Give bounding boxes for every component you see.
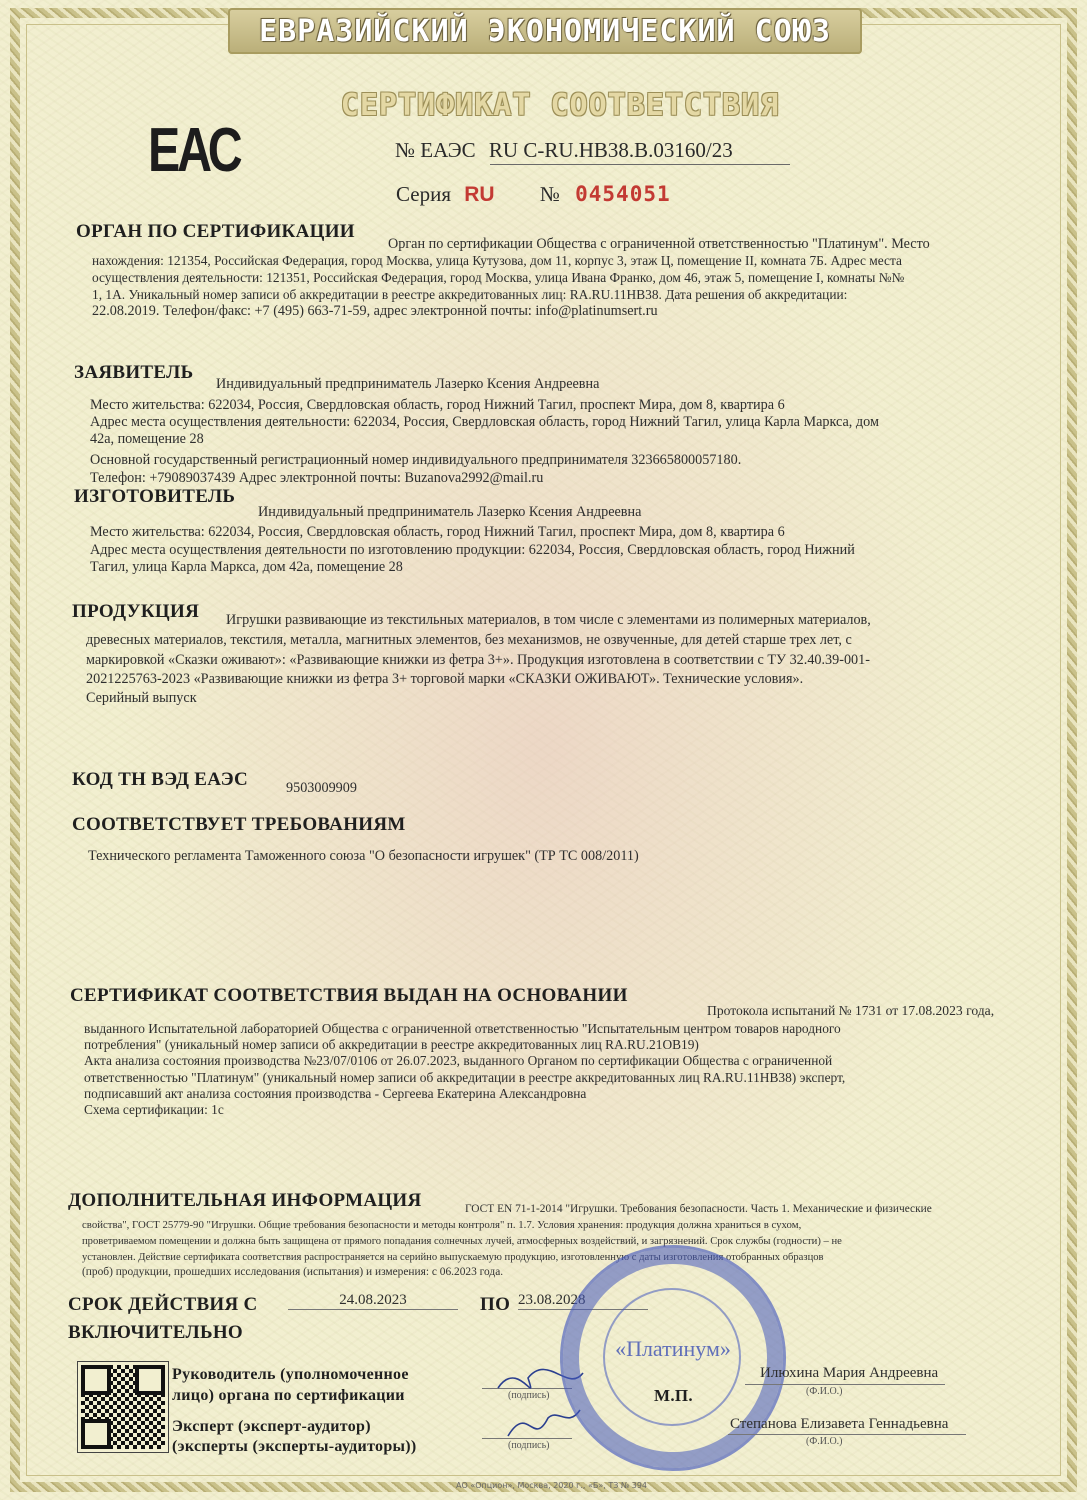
union-banner: [228, 8, 862, 54]
applicant-line-4: Основной государственный регистрационный номер индивидуального предпринимателя 323665800057180.: [90, 452, 742, 468]
head-label-1: Руководитель (уполномоченное: [172, 1366, 409, 1383]
product-line-2: древесных материалов, текстиля, металла, магнитных элементов, без механизмов, не озвученные, для детей старше трех лет, с: [86, 632, 852, 648]
blank-label: №: [539, 182, 560, 206]
product-heading: ПРОДУКЦИЯ: [72, 601, 200, 622]
product-line-5: Серийный выпуск: [86, 690, 197, 706]
stamp-text: «Платинум»: [615, 1336, 731, 1361]
basis-line-1: Протокола испытаний № 1731 от 17.08.2023 года,: [707, 1003, 995, 1018]
series-value: RU: [464, 183, 495, 206]
requirements-text: Технического регламента Таможенного союза "О безопасности игрушек" (ТР ТС 008/2011): [88, 848, 639, 864]
blank-number: 0454051: [575, 182, 671, 206]
basis-line-5: ответственностью "Платинум" (уникальный номер записи об аккредитации в реестре аккредитованных лиц RA.RU.11HB38) эксперт,: [84, 1070, 846, 1085]
product-line-1: Игрушки развивающие из текстильных материалов, в том числе с элементами из полимерных материалов,: [226, 612, 871, 628]
organ-line-3: осуществления деятельности: 121351, Российская Федерация, город Москва, улица Ивана Франко, дом 46, этаж 5, помещение I, комнаты №№: [92, 270, 905, 285]
organ-line-1: Орган по сертификации Общества с ограниченной ответственностью "Платинум". Место: [388, 236, 930, 252]
qr-code: [78, 1362, 168, 1452]
basis-line-7: Схема сертификации: 1с: [84, 1102, 224, 1117]
number-underline: [490, 164, 790, 165]
applicant-line-2: Адрес места осуществления деятельности: 622034, Россия, Свердловская область, город Нижний Тагил, улица Карла Маркса, дом: [90, 414, 879, 430]
basis-line-3: потребления" (уникальный номер записи об аккредитации в реестре аккредитованных лиц RA.RU.21OB19): [84, 1037, 699, 1052]
expert-name: Степанова Елизавета Геннадьевна: [730, 1416, 949, 1432]
additional-heading: ДОПОЛНИТЕЛЬНАЯ ИНФОРМАЦИЯ: [68, 1190, 422, 1211]
union-title: ЕВРАЗИЙСКИЙ ЭКОНОМИЧЕСКИЙ СОЮЗ: [259, 14, 831, 49]
requirements-heading: СООТВЕТСТВУЕТ ТРЕБОВАНИЯМ: [72, 814, 406, 835]
product-line-4: 2021225763-2023 «Развивающие книжки из фетра 3+ торговой марки «СКАЗКИ ОЖИВАЮТ». Технические условия».: [86, 671, 804, 687]
tnved-code: 9503009909: [286, 780, 357, 796]
additional-line-1: ГОСТ EN 71-1-2014 "Игрушки. Требования безопасности. Часть 1. Механические и физические: [465, 1203, 932, 1215]
additional-line-5: (проб) продукции, прошедших исследования (испытания) и измерения: с 06.2023 года.: [82, 1266, 504, 1278]
organ-heading: ОРГАН ПО СЕРТИФИКАЦИИ: [76, 221, 355, 242]
manufacturer-name: Индивидуальный предприниматель Лазерко Ксения Андреевна: [258, 504, 642, 520]
basis-line-2: выданного Испытательной лабораторией Общества с ограниченной ответственностью "Испытательным центром товаров народного: [84, 1021, 841, 1036]
head-name: Илюхина Мария Андреевна: [760, 1365, 939, 1381]
additional-line-2: свойства", ГОСТ 25779-90 "Игрушки. Общие требования безопасности и методы контроля" п. 1.7. Условия хранения: продукция должна храниться в сухом,: [82, 1219, 802, 1231]
validity-date-from: 24.08.2023: [288, 1292, 458, 1310]
organ-line-4: 1, 1А. Уникальный номер записи об аккредитации в реестре аккредитованных лиц: RA.RU.11HB38. Дата решения об аккредитации:: [92, 287, 848, 302]
mp-label: М.П.: [654, 1386, 693, 1405]
head-signature-caption: (подпись): [508, 1390, 550, 1401]
validity-to-label: ПО: [480, 1294, 511, 1315]
organization-stamp: [560, 1245, 786, 1471]
head-fio-caption: (Ф.И.О.): [806, 1386, 843, 1397]
number-label: № ЕАЭС: [395, 138, 476, 162]
certificate-title: СЕРТИФИКАТ СООТВЕТСТВИЯ: [340, 88, 780, 123]
manufacturer-line-1: Место жительства: 622034, Россия, Свердловская область, город Нижний Тагил, проспект Мира, дом 8, квартира 6: [90, 524, 785, 540]
head-name-line: [745, 1384, 945, 1385]
expert-label-1: Эксперт (эксперт-аудитор): [172, 1418, 371, 1435]
head-label-2: лицо) органа по сертификации: [172, 1387, 405, 1404]
manufacturer-line-2: Адрес места осуществления деятельности по изготовлению продукции: 622034, Россия, Свердловская область, город Нижний: [90, 542, 855, 558]
validity-inclusive-label: ВКЛЮЧИТЕЛЬНО: [68, 1322, 243, 1343]
applicant-name: Индивидуальный предприниматель Лазерко Ксения Андреевна: [216, 376, 600, 392]
basis-line-6: подписавший акт анализа состояния производства - Сергеева Екатерина Александровна: [84, 1086, 587, 1101]
additional-line-3: проветриваемом помещении и должна быть защищена от прямого попадания солнечных лучей, атмосферных воздействий, и загрязнений. Срок службы (годности) – не: [82, 1236, 842, 1247]
organ-line-2: нахождения: 121354, Российская Федерация, город Москва, улица Кутузова, дом 11, корпус 3, этаж Ц, помещение II, комната 7Б. Адрес места: [92, 253, 902, 268]
expert-signature-caption: (подпись): [508, 1440, 550, 1451]
certificate-number: [395, 138, 733, 163]
basis-heading: СЕРТИФИКАТ СООТВЕТСТВИЯ ВЫДАН НА ОСНОВАНИИ: [70, 985, 628, 1006]
expert-label-2: (эксперты (эксперты-аудиторы)): [172, 1438, 417, 1455]
expert-fio-caption: (Ф.И.О.): [806, 1436, 843, 1447]
applicant-heading: ЗАЯВИТЕЛЬ: [74, 362, 194, 383]
validity-from-label: СРОК ДЕЙСТВИЯ С: [68, 1294, 258, 1315]
validity-date-to: 23.08.2028: [518, 1292, 648, 1310]
applicant-line-3: 42а, помещение 28: [90, 431, 204, 447]
applicant-line-5: Телефон: +79089037439 Адрес электронной почты: Buzanova2992@mail.ru: [90, 470, 544, 486]
product-line-3: маркировкой «Сказки оживают»: «Развивающие книжки из фетра 3+». Продукция изготовлена в соответствии с ТУ 32.40.39-001-: [86, 652, 870, 668]
tnved-heading: КОД ТН ВЭД ЕАЭС: [72, 769, 248, 790]
manufacturer-heading: ИЗГОТОВИТЕЛЬ: [74, 486, 236, 507]
basis-line-4: Акта анализа состояния производства №23/07/0106 от 26.07.2023, выданного Органом по сертификации Общества с ограниченной: [84, 1053, 833, 1068]
manufacturer-line-3: Тагил, улица Карла Маркса, дом 42а, помещение 28: [90, 559, 403, 575]
applicant-line-1: Место жительства: 622034, Россия, Свердловская область, город Нижний Тагил, проспект Мира, дом 8, квартира 6: [90, 397, 785, 413]
expert-name-line: [728, 1434, 966, 1435]
printer-imprint: АО «Опцион», Москва, 2020 г., «Б», ТЗ № 394: [456, 1481, 648, 1490]
eac-logo: ЕАС: [148, 116, 240, 185]
series-label: Серия: [396, 182, 451, 206]
organ-line-5: 22.08.2019. Телефон/факс: +7 (495) 663-71-59, адрес электронной почты: info@platinumsert.ru: [92, 303, 658, 319]
series-line: [396, 182, 671, 207]
additional-line-4: установлен. Действие сертификата соответствия распространяется на серийно выпускаемую продукцию, изготовленную с даты изготовления отобранных образцов: [82, 1252, 824, 1263]
number-value: RU C-RU.HB38.B.03160/23: [488, 138, 733, 162]
